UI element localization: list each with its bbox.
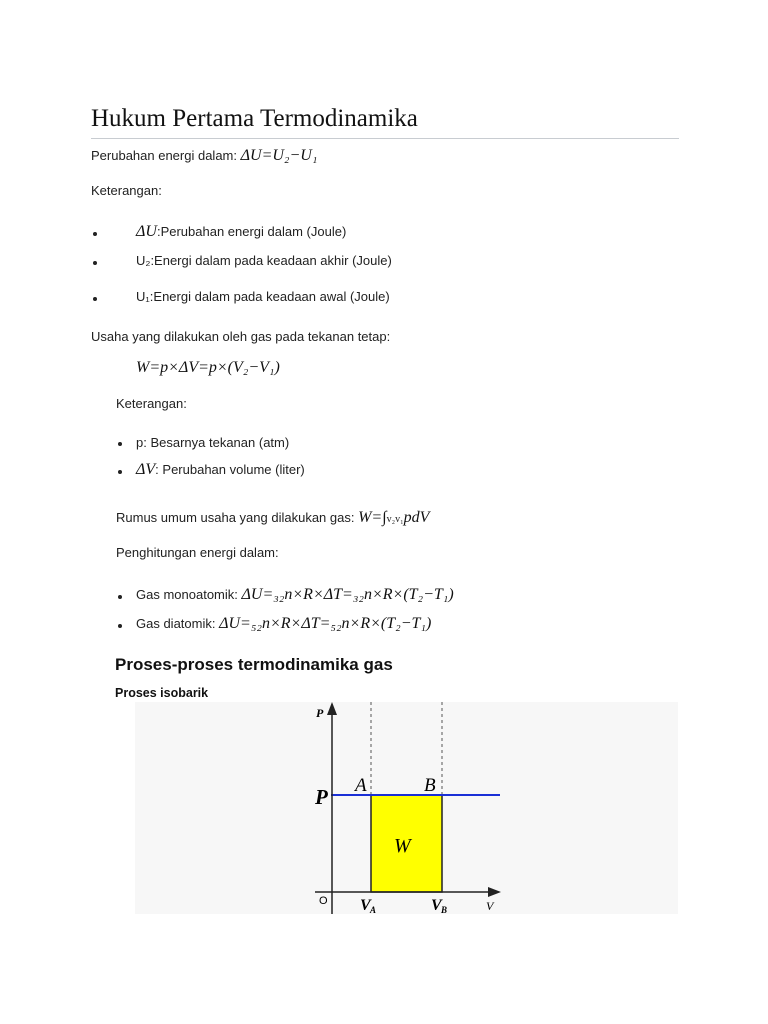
pressure-label: P xyxy=(315,785,328,809)
y-axis-arrow xyxy=(327,702,337,715)
item-text: :Energi dalam pada keadaan awal (Joule) xyxy=(149,289,390,304)
intro-label: Perubahan energi dalam: xyxy=(91,148,237,163)
keterangan-heading-1: Keterangan: xyxy=(91,183,162,198)
keterangan-heading-2: Keterangan: xyxy=(116,396,187,411)
rumus-umum-label: Rumus umum usaha yang dilakukan gas: xyxy=(116,510,355,525)
item-label: Gas diatomik: xyxy=(136,616,216,631)
x-axis-label: V xyxy=(486,899,494,913)
item-text: :Perubahan energi dalam (Joule) xyxy=(156,224,347,239)
keterangan2-item-delta-v xyxy=(136,461,305,479)
vb-label: V xyxy=(431,897,442,914)
rumus-umum-formula: W=∫ xyxy=(358,509,387,526)
item-label: Gas monoatomik: xyxy=(136,587,238,602)
item-text: : Perubahan volume (liter) xyxy=(155,462,305,477)
point-a-label: A xyxy=(355,775,367,796)
origin-label: O xyxy=(319,895,328,907)
va-label: V xyxy=(360,897,371,914)
page-title: Hukum Pertama Termodinamika xyxy=(91,104,679,139)
penghitungan-item-monoatomik xyxy=(136,586,454,604)
work-label: W xyxy=(394,835,411,857)
keterangan1-item-u2 xyxy=(136,252,392,270)
penghitungan-label: Penghitungan energi dalam: xyxy=(116,545,279,560)
intro-line xyxy=(91,147,317,165)
item-text: :Energi dalam pada keadaan akhir (Joule) xyxy=(150,253,392,268)
item-formula: ΔU=₅₂n×R×ΔT=₅₂n×R×(T₂−T₁) xyxy=(219,615,432,632)
point-b-label: B xyxy=(424,775,436,796)
bullet xyxy=(118,470,122,474)
va-subscript: A xyxy=(370,905,377,914)
bullet xyxy=(93,261,97,265)
item-text: p: Besarnya tekanan (atm) xyxy=(136,435,290,450)
integral-limits: v₂v₁ xyxy=(386,514,404,525)
keterangan1-item-delta-u xyxy=(136,223,346,241)
bullet xyxy=(118,624,122,628)
keterangan2-item-p xyxy=(136,434,289,452)
usaha-formula: W=p×ΔV=p×(V₂−V₁) xyxy=(136,359,280,376)
subsection-heading: Proses isobarik xyxy=(115,686,209,700)
rumus-umum-line xyxy=(116,509,429,529)
section-heading: Proses-proses termodinamika gas xyxy=(115,655,393,674)
integrand: pdV xyxy=(403,509,430,526)
intro-formula: ΔU=U₂−U₁ xyxy=(240,147,318,164)
item-symbol: ΔU xyxy=(136,223,157,240)
item-formula: ΔU=₃₂n×R×ΔT=₃₂n×R×(T₂−T₁) xyxy=(241,586,454,603)
bullet xyxy=(118,442,122,446)
bullet xyxy=(118,595,122,599)
usaha-label: Usaha yang dilakukan oleh gas pada tekanan tetap: xyxy=(91,329,391,344)
y-axis-label: P xyxy=(316,706,324,720)
item-symbol: U₁ xyxy=(136,289,150,304)
bullet xyxy=(93,232,97,236)
keterangan1-item-u1 xyxy=(136,288,390,306)
penghitungan-item-diatomik xyxy=(136,615,431,633)
item-symbol: ΔV xyxy=(136,461,156,478)
item-symbol: U₂ xyxy=(136,253,151,268)
isobaric-diagram-svg xyxy=(135,702,678,914)
bullet xyxy=(93,297,97,301)
isobaric-diagram xyxy=(135,702,678,914)
vb-subscript: B xyxy=(441,905,448,914)
x-axis-arrow xyxy=(488,887,501,897)
